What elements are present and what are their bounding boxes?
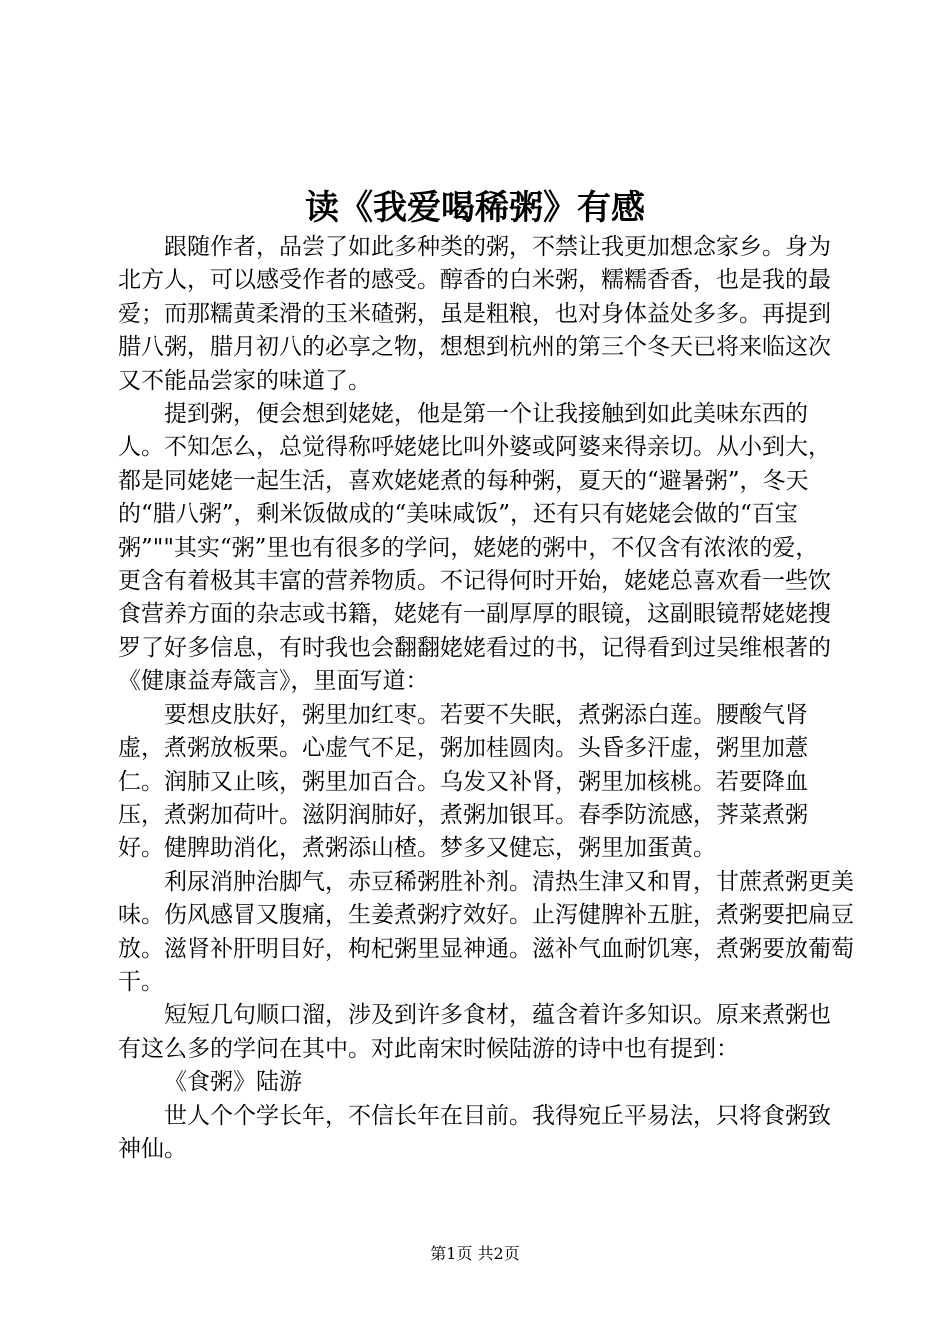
paragraph: 利尿消肿治脚气，赤豆稀粥胜补剂。清热生津又和胃，甘蔗煮粥更美味。伤风感冒又腹痛，生姜煮粥疗效好。止泻健脾补五脏，煮粥要把扁豆放。滋肾补肝明目好，枸杞粥里显神通。滋补气血耐饥寒，煮粥要放葡萄干。	[118, 868, 854, 995]
paragraph: 提到粥，便会想到姥姥，他是第一个让我接触到如此美味东西的人。不知怎么，总觉得称呼姥姥比叫外婆或阿婆来得亲切。从小到大，都是同姥姥一起生活，喜欢姥姥煮的每种粥，夏天的“避暑粥”，冬天的“腊八粥”，剩米饭做成的“美味咸饭”，还有只有姥姥会做的“百宝粥”""其实“粥”里也有很多的学问，姥姥的粥中，不仅含有浓浓的爱，更含有着极其丰富的营养物质。不记得何时开始，姥姥总喜欢看一些饮食营养方面的杂志或书籍，姥姥有一副厚厚的眼镜，这副眼镜帮姥姥搜罗了好多信息，有时我也会翻翻姥姥看过的书，记得看到过吴维根著的《健康益寿箴言》，里面写道：	[118, 401, 831, 695]
page-title: 读《我爱喝稀粥》有感	[305, 188, 645, 228]
poem-title: 《食粥》陆游	[164, 1069, 302, 1096]
paragraph: 跟随作者，品尝了如此多种类的粥，不禁让我更加想念家乡。身为北方人，可以感受作者的感受。醇香的白米粥，糯糯香香，也是我的最爱；而那糯黄柔滑的玉米碴粥，虽是粗粮，也对身体益处多多。再提到腊八粥，腊月初八的必享之物，想想到杭州的第三个冬天已将来临这次又不能品尝家的味道了。	[118, 234, 831, 394]
paragraph: 要想皮肤好，粥里加红枣。若要不失眠，煮粥添白莲。腰酸气肾虚，煮粥放板栗。心虚气不足，粥加桂圆肉。头昏多汗虚，粥里加薏仁。润肺又止咳，粥里加百合。乌发又补肾，粥里加核桃。若要降血压，煮粥加荷叶。滋阴润肺好，煮粥加银耳。春季防流感，荠菜煮粥好。健脾助消化，煮粥添山楂。梦多又健忘，粥里加蛋黄。	[118, 701, 808, 862]
document-body	[118, 231, 854, 1166]
page-number: 第1页 共2页	[430, 1244, 520, 1263]
paragraph: 短短几句顺口溜，涉及到许多食材，蕴含着许多知识。原来煮粥也有这么多的学问在其中。对此南宋时候陆游的诗中也有提到：	[118, 1002, 831, 1062]
poem-text: 世人个个学长年，不信长年在目前。我得宛丘平易法，只将食粥致神仙。	[118, 1102, 831, 1162]
